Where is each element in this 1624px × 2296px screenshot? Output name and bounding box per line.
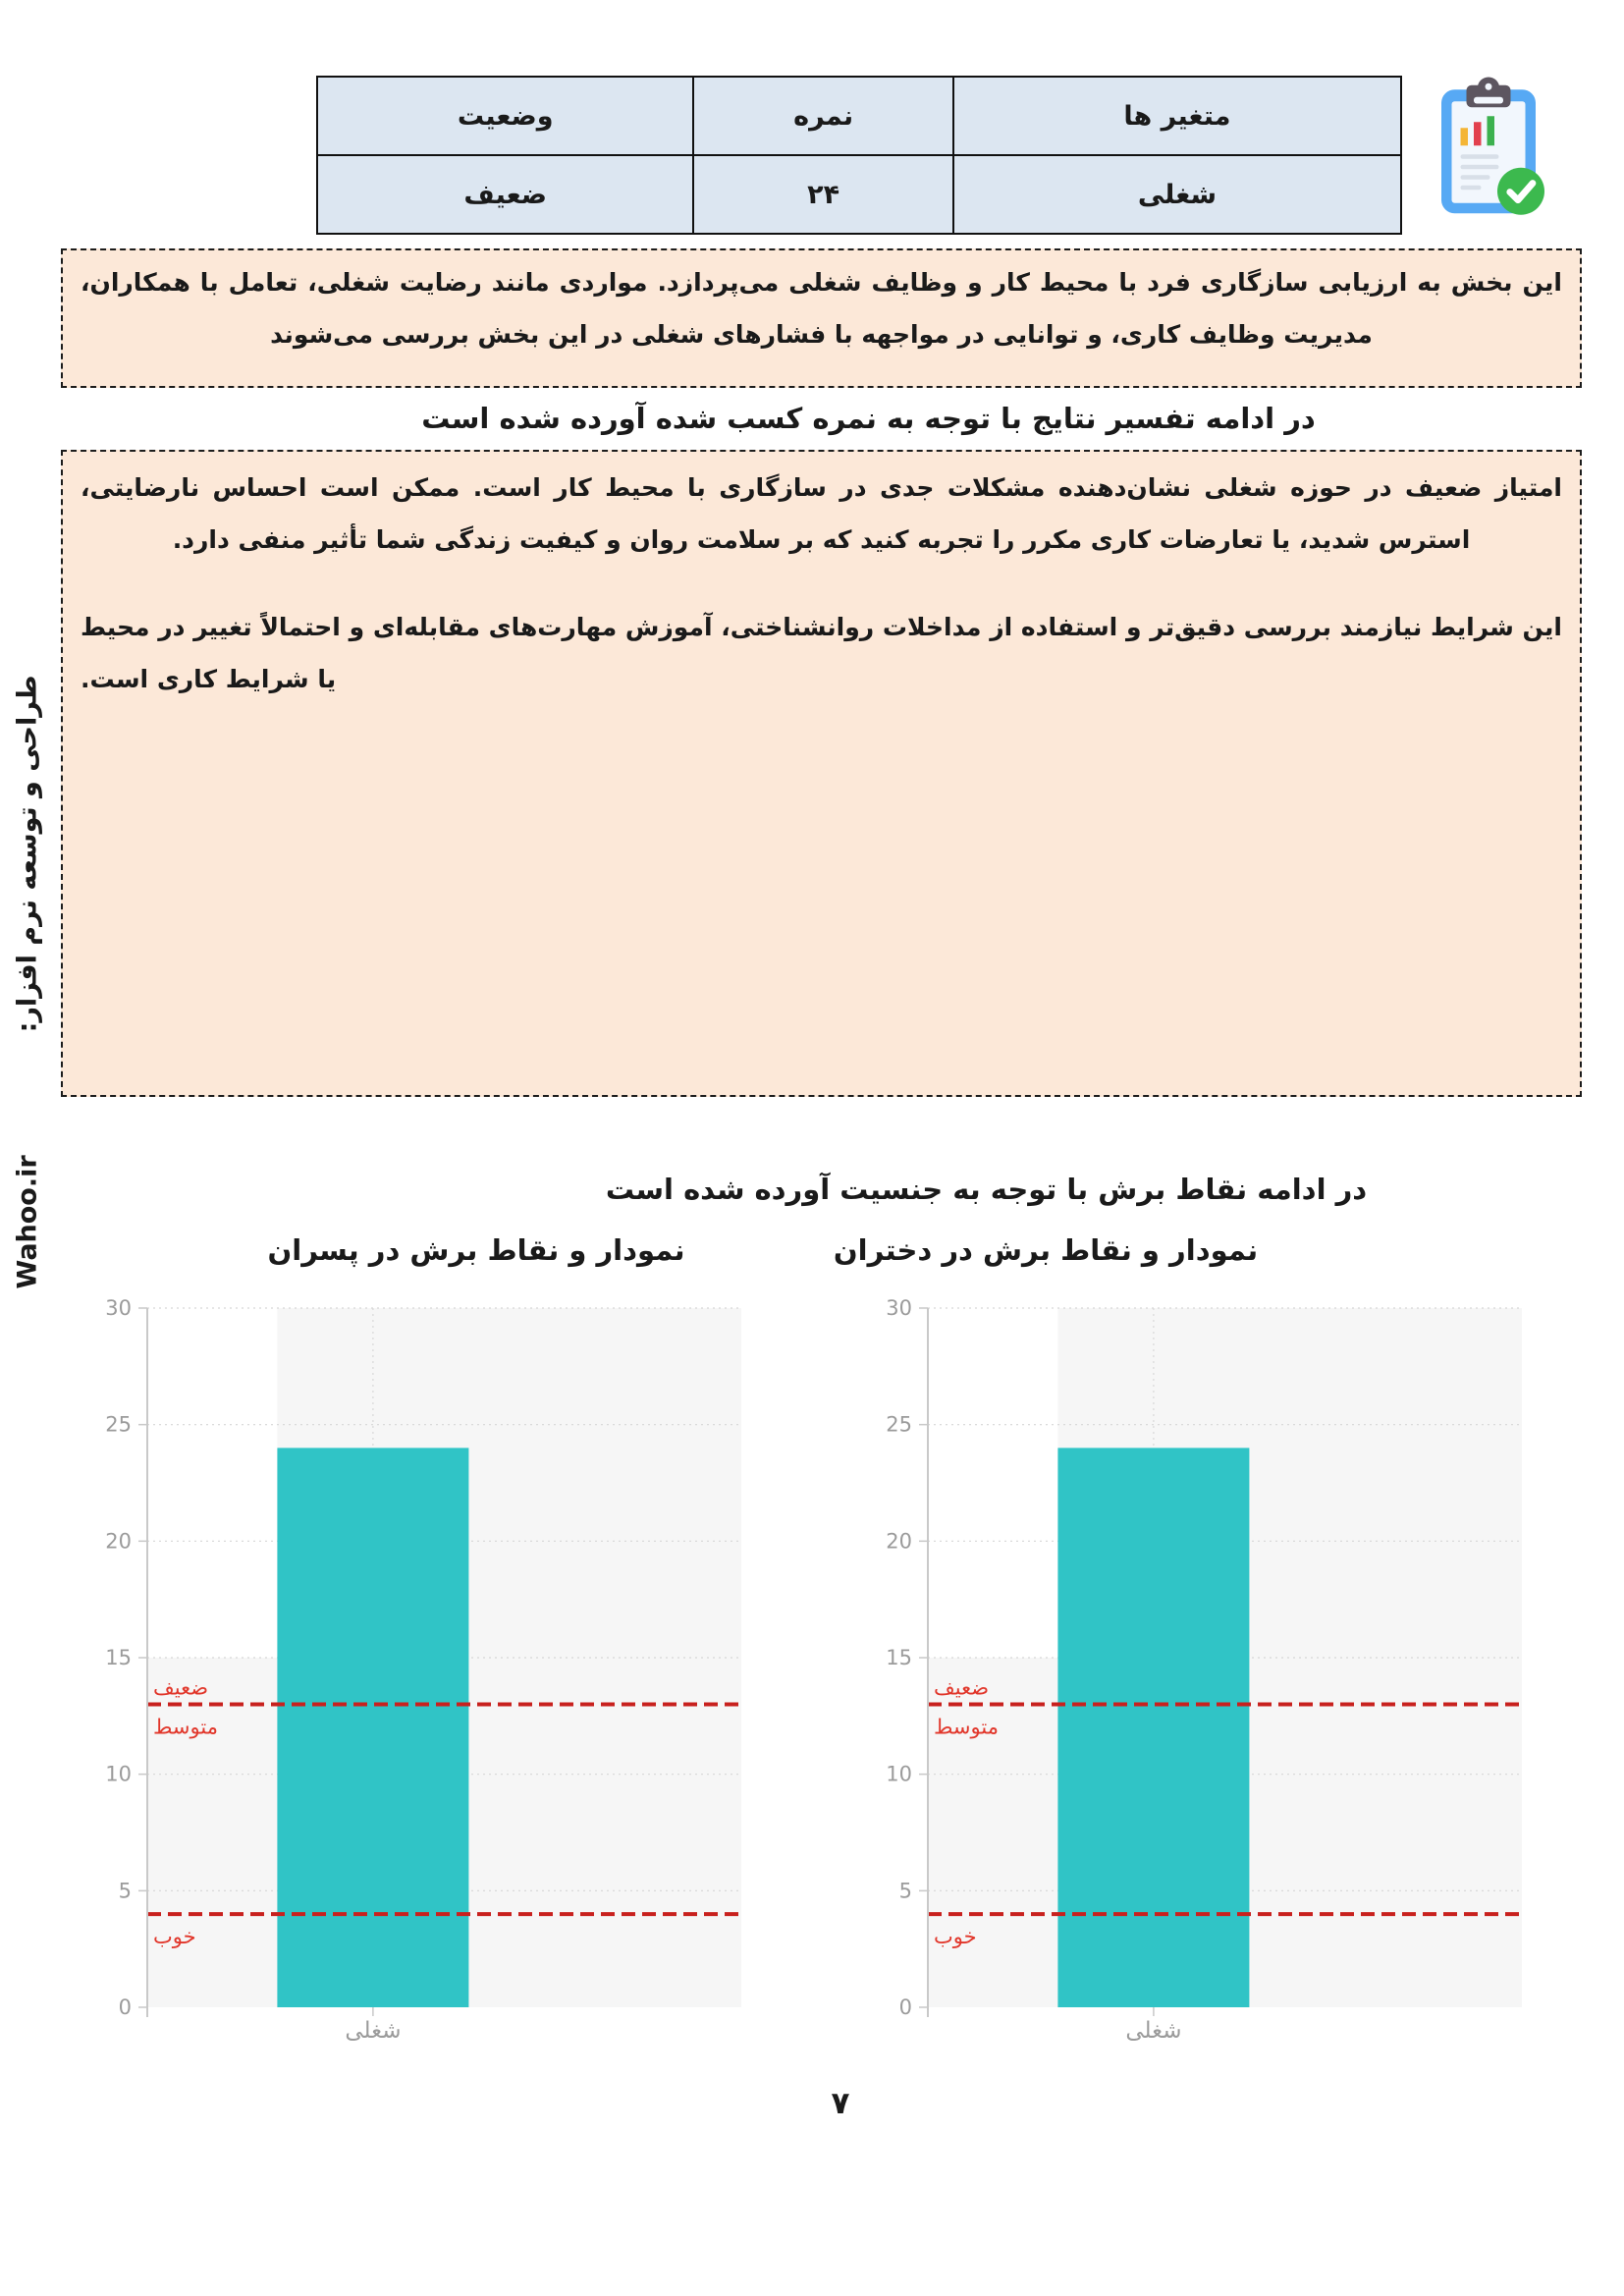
mini-bar-green — [1488, 116, 1495, 145]
y-tick-label: 25 — [105, 1412, 132, 1437]
cutoff-label: متوسط — [153, 1715, 218, 1739]
score-bar — [1057, 1448, 1249, 2007]
interpretation-heading: در ادامه تفسیر نتایج با توجه به نمره کسب شده آورده شده است — [421, 402, 1316, 435]
mini-bar-yellow — [1461, 128, 1469, 145]
chart-title-boys: نمودار و نقاط برش در پسران — [267, 1233, 685, 1267]
x-axis-label: شغلی — [1125, 2018, 1182, 2044]
interpretation-paragraph-2: این شرایط نیازمند بررسی دقیق‌تر و استفاده از مداخلات روانشناختی، آموزش مهارت‌های مقابله‌ای و احتمالاً تغییر در محیط یا شرایط کاری است. — [81, 613, 1562, 693]
clip-slot — [1474, 97, 1503, 104]
y-tick-label: 20 — [105, 1529, 132, 1554]
bar-chart-boys — [88, 1289, 756, 2075]
cell-status: ضعیف — [317, 155, 693, 234]
clip-hole — [1486, 83, 1492, 90]
cutoff-heading: در ادامه نقاط برش با توجه به جنسیت آورده شده است — [605, 1173, 1368, 1206]
interpretation-block — [61, 450, 1582, 1097]
score-bar — [277, 1448, 468, 2007]
interpretation-paragraph-1: امتیاز ضعیف در حوزه شغلی نشان‌دهنده مشکلات جدی در سازگاری با محیط کار است. ممکن است احساس نارضایتی، استرس شدید، یا تعارضات کاری مکرر را تجربه کنید که بر سلامت روان و کیفیت زندگی شما تأثیر منفی دارد. — [81, 473, 1562, 554]
clipboard-report-icon — [1421, 69, 1568, 224]
cutoff-label: ضعیف — [153, 1675, 209, 1700]
section-intro-block — [61, 248, 1582, 388]
cutoff-label: ضعیف — [934, 1675, 990, 1700]
y-tick-label: 25 — [886, 1412, 912, 1437]
col-header-variables: متغیر ها — [953, 77, 1401, 155]
cell-score: ۲۴ — [693, 155, 953, 234]
page-number: ۷ — [831, 2086, 850, 2121]
intro-text: این بخش به ارزیابی سازگاری فرد با محیط کار و وظایف شغلی می‌پردازد. مواردی مانند رضایت شغلی، تعامل با همکاران، مدیریت وظایف کاری، و توانایی در مواجهه با فشارهای شغلی در این بخش بررسی می‌شوند — [81, 268, 1562, 349]
plot-background-band — [928, 1308, 1057, 1658]
developer-credit-text: طراحی و توسعه نرم افزار: — [12, 675, 42, 1033]
cutoff-label: خوب — [153, 1925, 196, 1949]
cutoff-label: متوسط — [934, 1715, 999, 1739]
text-line — [1461, 186, 1482, 191]
y-tick-label: 15 — [886, 1646, 912, 1669]
y-tick-label: 0 — [898, 1995, 912, 2019]
y-tick-label: 5 — [118, 1879, 132, 1903]
chart-title-girls: نمودار و نقاط برش در دختران — [833, 1233, 1259, 1267]
col-header-score: نمره — [693, 77, 953, 155]
y-tick-label: 30 — [105, 1296, 132, 1320]
table-header-row — [317, 77, 1401, 155]
y-tick-label: 30 — [886, 1296, 912, 1320]
y-tick-label: 0 — [118, 1995, 132, 2019]
y-tick-label: 20 — [886, 1529, 912, 1554]
mini-bar-red — [1474, 122, 1482, 145]
table-row — [317, 155, 1401, 234]
text-line — [1461, 175, 1490, 180]
check-circle — [1497, 168, 1544, 215]
text-line — [1461, 154, 1499, 159]
brand-name: Wahoo.ir — [12, 1155, 42, 1289]
score-table — [316, 76, 1402, 235]
y-tick-label: 15 — [105, 1646, 132, 1669]
bar-chart-girls — [869, 1289, 1537, 2075]
cell-variable: شغلی — [953, 155, 1401, 234]
y-tick-label: 10 — [105, 1762, 132, 1786]
cutoff-label: خوب — [934, 1925, 977, 1949]
x-axis-label: شغلی — [345, 2018, 402, 2044]
y-tick-label: 10 — [886, 1762, 912, 1786]
text-line — [1461, 165, 1499, 170]
plot-background-band — [147, 1308, 277, 1658]
col-header-status: وضعیت — [317, 77, 693, 155]
y-tick-label: 5 — [898, 1879, 912, 1903]
